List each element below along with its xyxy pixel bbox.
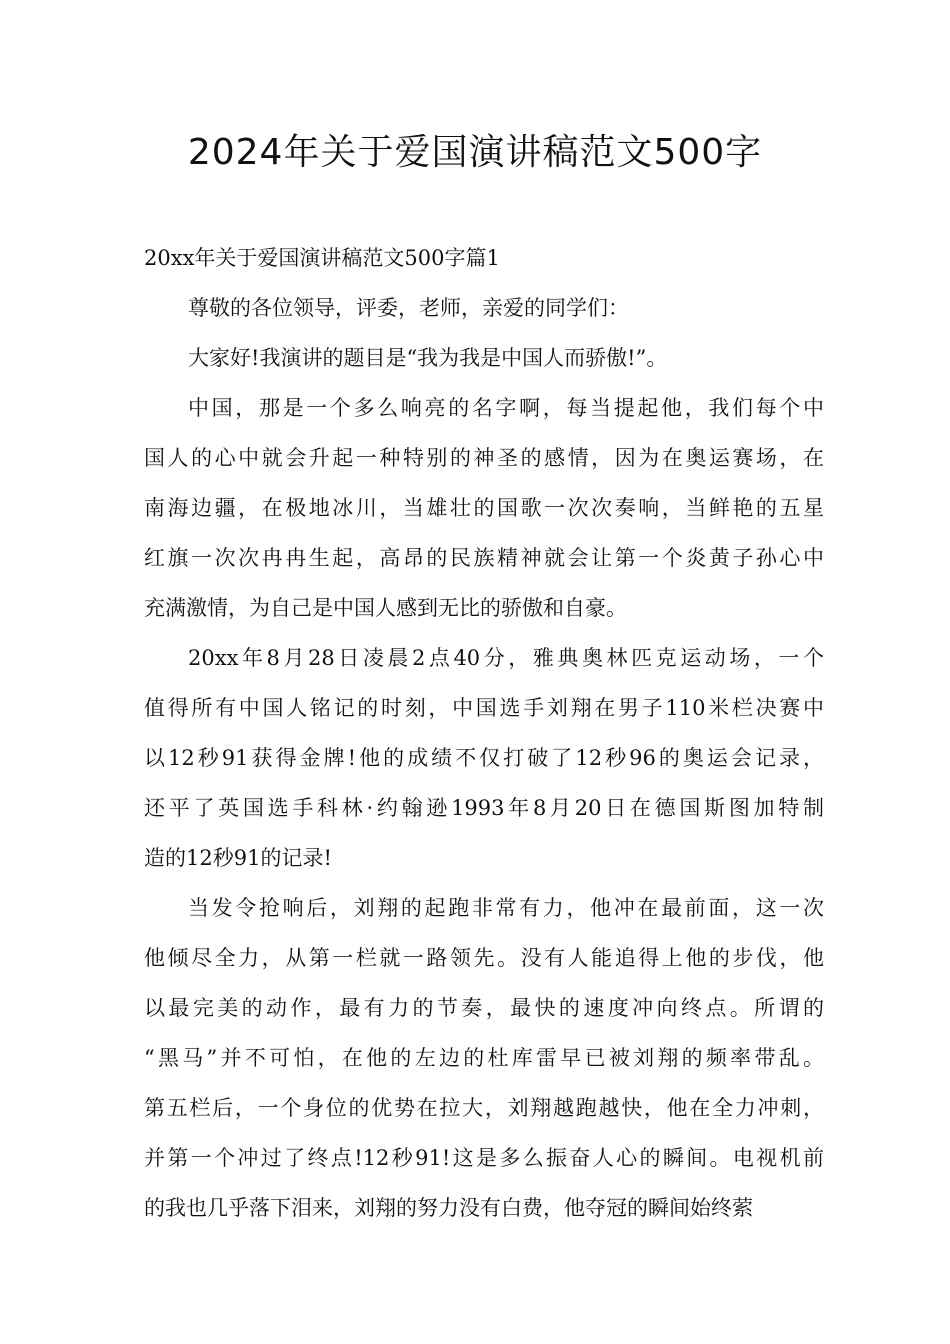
paragraph-line: 的我也几乎落下泪来，刘翔的努力没有白费，他夺冠的瞬间始终萦 [144,1196,753,1220]
paragraph-line: 红旗一次次冉冉生起，高昂的民族精神就会让第一个炎黄子孙心中 [144,546,824,570]
body-paragraph [144,883,824,1233]
body-paragraph [144,383,824,633]
paragraph-line: 他倾尽全力，从第一栏就一路领先。没有人能追得上他的步伐，他 [144,946,824,970]
paragraph-line: 第五栏后，一个身位的优势在拉大，刘翔越跑越快，他在全力冲刺， [144,1096,824,1120]
body-paragraph [144,633,824,883]
paragraph-line: 20xx年8月28日凌晨2点40分，雅典奥林匹克运动场，一个 [188,646,824,670]
section-subheading: 20xx年关于爱国演讲稿范文500字篇1 [144,246,500,270]
paragraph-list [144,283,824,1233]
paragraph-line: 南海边疆，在极地冰川，当雄壮的国歌一次次奏响，当鲜艳的五星 [144,496,824,520]
paragraph-line: 尊敬的各位领导，评委，老师，亲爱的同学们： [188,296,629,320]
paragraph-line: 当发令抢响后，刘翔的起跑非常有力，他冲在最前面，这一次 [188,896,824,920]
document-title: 2024年关于爱国演讲稿范文500字 [187,132,763,173]
paragraph-line: 还平了英国选手科林·约翰逊1993年8月20日在德国斯图加特制 [144,796,824,820]
paragraph-line: 国人的心中就会升起一种特别的神圣的感情，因为在奥运赛场，在 [144,446,824,470]
paragraph-line: 中国，那是一个多么响亮的名字啊，每当提起他，我们每个中 [188,396,824,420]
body-paragraph [144,283,824,333]
paragraph-line: 以最完美的动作，最有力的节奏，最快的速度冲向终点。所谓的 [144,996,824,1020]
paragraph-line: 大家好!我演讲的题目是“我为我是中国人而骄傲!”。 [188,346,668,370]
paragraph-line: “黑马”并不可怕，在他的左边的杜库雷早已被刘翔的频率带乱。 [144,1046,824,1070]
paragraph-line: 充满激情，为自己是中国人感到无比的骄傲和自豪。 [144,596,627,620]
paragraph-line: 值得所有中国人铭记的时刻，中国选手刘翔在男子110米栏决赛中 [144,696,824,720]
paragraph-line: 并第一个冲过了终点!12秒91!这是多么振奋人心的瞬间。电视机前 [144,1146,824,1170]
paragraph-line: 以12秒91获得金牌!他的成绩不仅打破了12秒96的奥运会记录， [144,746,824,770]
paragraph-line: 造的12秒91的记录! [144,846,332,870]
document-body [144,233,824,1233]
body-paragraph [144,333,824,383]
